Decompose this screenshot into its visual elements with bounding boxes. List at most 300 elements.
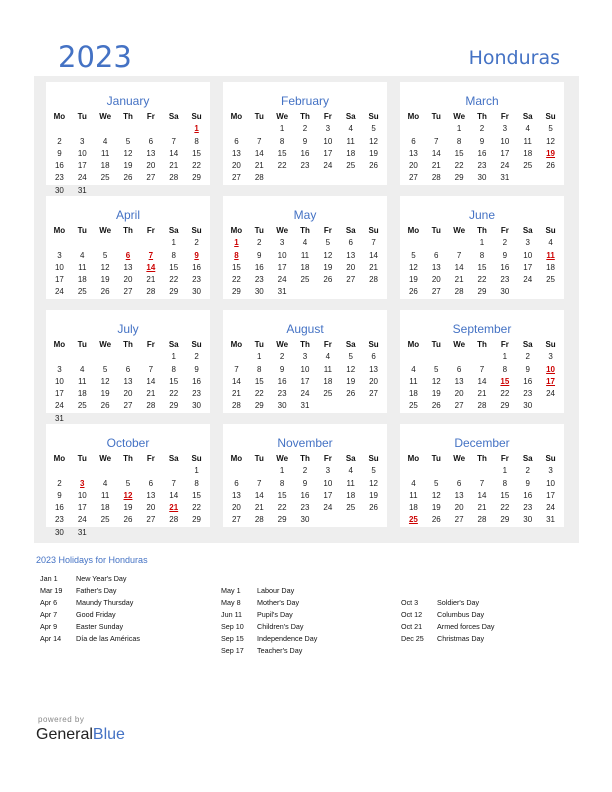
day: 11 (323, 364, 332, 374)
day: 29 (192, 515, 202, 525)
country-title: Honduras (468, 47, 560, 69)
day: 12 (323, 250, 333, 260)
day: 7 (257, 478, 262, 488)
day: 31 (54, 413, 64, 423)
day: 11 (409, 490, 418, 500)
empty-cell (48, 465, 71, 477)
day: 23 (192, 389, 202, 399)
day: 14 (477, 490, 487, 500)
day: 30 (192, 401, 202, 411)
day: 13 (454, 376, 464, 386)
day: 29 (231, 287, 241, 297)
powered-by-text: powered by (38, 715, 85, 724)
weekday-label: Sa (345, 340, 356, 349)
day: 14 (477, 376, 487, 386)
day: 8 (479, 250, 485, 260)
day: 10 (300, 364, 310, 374)
day: 28 (146, 401, 156, 411)
day: 13 (431, 262, 441, 272)
day: 3 (80, 136, 85, 146)
weekday-label: Th (300, 226, 310, 235)
day: 2 (302, 466, 308, 476)
day: 10 (523, 250, 533, 260)
holiday-date: Dec 25 (401, 634, 424, 643)
holiday-row (221, 597, 391, 609)
empty-cell (225, 123, 248, 135)
weekday-label: Fr (146, 112, 155, 121)
day: 9 (279, 364, 285, 374)
day: 16 (523, 490, 533, 500)
day: 18 (346, 490, 356, 500)
empty-cell (402, 351, 425, 363)
empty-cell (117, 465, 140, 477)
day: 20 (123, 389, 133, 399)
day: 28 (146, 287, 156, 297)
day: 25 (77, 287, 87, 297)
day: 14 (454, 262, 464, 272)
holiday-date: Mar 19 (40, 586, 63, 595)
day: 12 (100, 376, 110, 386)
weekday-label: Su (191, 226, 202, 235)
weekday-label: We (99, 454, 112, 463)
day: 18 (300, 262, 310, 272)
holiday-day: 15 (500, 376, 510, 386)
empty-cell (94, 351, 117, 363)
holiday-day: 7 (148, 250, 154, 260)
day: 19 (123, 503, 133, 513)
holiday-day: 6 (125, 250, 131, 260)
day: 24 (300, 389, 310, 399)
day: 8 (279, 478, 285, 488)
day: 2 (194, 238, 199, 248)
day: 29 (192, 173, 202, 183)
holiday-day: 14 (146, 262, 156, 272)
empty-cell (71, 237, 94, 249)
day: 9 (302, 136, 308, 146)
day: 26 (323, 275, 333, 285)
holiday-date: May 8 (221, 598, 241, 607)
day: 26 (546, 161, 556, 171)
month-grid (402, 339, 562, 413)
day: 16 (277, 376, 287, 386)
day: 8 (171, 364, 176, 374)
day: 9 (502, 250, 508, 260)
holiday-day: 1 (194, 124, 199, 134)
weekday-label: Tu (431, 340, 441, 349)
weekday-label: Sa (522, 226, 533, 235)
day: 28 (231, 401, 241, 411)
day: 2 (525, 352, 530, 362)
holiday-day: 11 (546, 250, 555, 260)
day: 28 (431, 173, 441, 183)
day: 19 (408, 275, 418, 285)
month-grid (48, 339, 208, 425)
day: 6 (148, 136, 154, 146)
day: 15 (277, 490, 287, 500)
day: 27 (123, 287, 133, 297)
day: 18 (323, 376, 333, 386)
day: 9 (302, 478, 308, 488)
day: 3 (302, 352, 308, 362)
holiday-day: 9 (194, 250, 199, 260)
day: 24 (500, 161, 510, 171)
day: 26 (100, 287, 110, 297)
weekday-label: Mo (407, 112, 420, 121)
holiday-row (401, 621, 571, 633)
day: 19 (100, 389, 110, 399)
day: 28 (454, 287, 464, 297)
empty-cell (48, 237, 71, 249)
day: 20 (231, 503, 241, 513)
holiday-date: May 1 (221, 586, 241, 595)
holiday-row (40, 633, 210, 645)
day: 27 (408, 173, 418, 183)
day: 25 (300, 275, 310, 285)
day: 23 (54, 173, 64, 183)
empty-cell (71, 123, 94, 135)
holiday-day: 25 (408, 515, 418, 525)
day: 15 (169, 262, 179, 272)
day: 13 (123, 262, 133, 272)
empty-cell (117, 237, 140, 249)
month-october (46, 424, 210, 537)
day: 9 (525, 478, 530, 488)
day: 31 (77, 185, 87, 195)
day: 5 (102, 250, 108, 260)
weekday-label: Th (477, 112, 487, 121)
holiday-date: Apr 14 (40, 634, 62, 643)
day: 5 (434, 478, 439, 488)
weekday-label: Su (368, 454, 379, 463)
day: 6 (234, 136, 239, 146)
weekday-label: Tu (431, 226, 441, 235)
weekday-label: We (276, 112, 289, 121)
day: 17 (277, 262, 287, 272)
day: 3 (502, 124, 508, 134)
day: 2 (525, 466, 530, 476)
empty-cell (402, 123, 425, 135)
day: 5 (371, 466, 376, 476)
day: 3 (548, 352, 553, 362)
day: 6 (456, 478, 462, 488)
day: 22 (192, 503, 202, 513)
weekday-label: Mo (230, 112, 243, 121)
holiday-name: Teacher's Day (257, 646, 303, 655)
day: 27 (454, 401, 464, 411)
month-title: October (106, 436, 150, 450)
day: 4 (411, 364, 416, 374)
day: 30 (277, 401, 287, 411)
month-december (400, 424, 564, 527)
day: 5 (125, 136, 131, 146)
day: 7 (257, 136, 262, 146)
day: 5 (371, 124, 376, 134)
empty-cell (402, 465, 425, 477)
day: 2 (57, 136, 62, 146)
day: 3 (57, 364, 62, 374)
day: 19 (431, 389, 441, 399)
day: 16 (254, 262, 264, 272)
day: 23 (523, 503, 533, 513)
holiday-name: Easter Sunday (76, 622, 124, 631)
generalblue-logo[interactable] (36, 726, 125, 744)
day: 31 (300, 401, 310, 411)
day: 16 (54, 161, 64, 171)
holiday-date: Apr 9 (40, 622, 58, 631)
weekday-label: Tu (431, 112, 441, 121)
month-april (46, 196, 210, 299)
day: 5 (348, 352, 353, 362)
day: 22 (254, 389, 264, 399)
day: 22 (500, 503, 510, 513)
holiday-column (221, 585, 391, 657)
day: 16 (192, 376, 202, 386)
day: 30 (523, 515, 533, 525)
month-grid (48, 111, 208, 197)
holiday-row (221, 645, 391, 657)
day: 10 (54, 262, 64, 272)
month-grid (48, 453, 208, 539)
day: 13 (231, 148, 241, 158)
day: 9 (525, 364, 530, 374)
day: 6 (125, 364, 131, 374)
day: 26 (123, 173, 133, 183)
day: 3 (57, 250, 62, 260)
day: 16 (54, 503, 64, 513)
day: 13 (369, 364, 379, 374)
day: 31 (500, 173, 510, 183)
day: 24 (546, 389, 556, 399)
holiday-row (40, 609, 210, 621)
weekday-label: Sa (168, 226, 179, 235)
holiday-day: 8 (234, 250, 239, 260)
empty-cell (402, 237, 425, 249)
day: 18 (77, 275, 87, 285)
day: 20 (346, 262, 356, 272)
day: 30 (523, 401, 533, 411)
empty-cell (48, 351, 71, 363)
empty-cell (471, 351, 494, 363)
weekday-label: Fr (323, 226, 332, 235)
weekday-label: Tu (77, 226, 87, 235)
month-grid (225, 111, 385, 185)
day: 26 (431, 401, 441, 411)
day: 30 (254, 287, 264, 297)
weekday-label: Su (368, 226, 379, 235)
day: 11 (523, 136, 532, 146)
empty-cell (139, 237, 162, 249)
day: 22 (169, 389, 179, 399)
day: 24 (77, 173, 87, 183)
holiday-name: Labour Day (257, 586, 295, 595)
day: 10 (77, 490, 87, 500)
day: 21 (454, 275, 464, 285)
holiday-name: Independence Day (257, 634, 318, 643)
weekday-label: Su (368, 112, 379, 121)
day: 5 (325, 238, 331, 248)
month-title: June (468, 208, 496, 222)
weekday-label: Th (300, 112, 310, 121)
day: 22 (169, 275, 179, 285)
day: 12 (431, 376, 441, 386)
calendar-panel (34, 76, 579, 543)
day: 7 (434, 136, 439, 146)
day: 4 (411, 478, 416, 488)
day: 2 (502, 238, 508, 248)
day: 26 (123, 515, 133, 525)
day: 27 (454, 515, 464, 525)
day: 26 (431, 515, 441, 525)
day: 1 (502, 352, 508, 362)
weekday-label: We (276, 340, 289, 349)
day: 30 (54, 527, 64, 537)
holiday-row (401, 633, 571, 645)
day: 26 (369, 161, 379, 171)
holiday-day: 21 (169, 503, 179, 513)
day: 31 (277, 287, 287, 297)
month-title: May (293, 208, 317, 222)
weekday-label: Fr (500, 226, 509, 235)
day: 23 (523, 389, 533, 399)
day: 15 (192, 490, 202, 500)
day: 18 (408, 389, 418, 399)
day: 24 (523, 275, 533, 285)
empty-cell (162, 465, 185, 477)
weekday-label: Mo (53, 112, 66, 121)
day: 4 (548, 238, 553, 248)
weekday-label: Tu (254, 226, 264, 235)
empty-cell (139, 465, 162, 477)
day: 16 (500, 262, 510, 272)
holiday-column (401, 597, 571, 645)
empty-cell (425, 237, 448, 249)
empty-cell (162, 123, 185, 135)
day: 18 (100, 161, 110, 171)
holiday-day: 12 (123, 490, 133, 500)
day: 24 (546, 503, 556, 513)
logo-part-blue: Blue (92, 726, 125, 743)
day: 24 (323, 503, 333, 513)
day: 3 (325, 124, 331, 134)
day: 27 (146, 173, 156, 183)
day: 13 (123, 376, 133, 386)
day: 5 (548, 124, 553, 134)
day: 22 (231, 275, 241, 285)
day: 10 (277, 250, 287, 260)
day: 30 (477, 173, 487, 183)
day: 29 (454, 173, 464, 183)
weekday-label: Th (123, 454, 133, 463)
weekday-label: Sa (345, 454, 356, 463)
day: 6 (148, 478, 154, 488)
weekday-label: We (453, 454, 466, 463)
empty-cell (448, 465, 471, 477)
weekday-label: Mo (53, 226, 66, 235)
day: 11 (346, 136, 355, 146)
day: 26 (100, 401, 110, 411)
weekday-label: We (276, 454, 289, 463)
day: 28 (477, 401, 487, 411)
day: 4 (80, 250, 85, 260)
day: 9 (194, 364, 199, 374)
day: 18 (523, 148, 533, 158)
holiday-row (40, 585, 210, 597)
day: 20 (231, 161, 241, 171)
day: 23 (54, 515, 64, 525)
day: 25 (408, 401, 418, 411)
holiday-name: Good Friday (76, 610, 116, 619)
day: 4 (302, 238, 308, 248)
day: 21 (231, 389, 241, 399)
month-grid (225, 339, 385, 413)
day: 29 (277, 515, 287, 525)
day: 13 (231, 490, 241, 500)
holiday-date: Oct 21 (401, 622, 423, 631)
weekday-label: Sa (522, 112, 533, 121)
day: 1 (479, 238, 485, 248)
day: 8 (194, 136, 199, 146)
day: 16 (300, 490, 310, 500)
day: 3 (325, 466, 331, 476)
day: 16 (300, 148, 310, 158)
holidays-title: 2023 Holidays for Honduras (36, 555, 148, 565)
day: 2 (479, 124, 485, 134)
day: 1 (279, 466, 285, 476)
month-title: December (454, 436, 510, 450)
holiday-date: Apr 6 (40, 598, 58, 607)
holiday-name: Armed forces Day (437, 622, 495, 631)
day: 11 (100, 148, 110, 158)
day: 15 (454, 148, 464, 158)
day: 12 (431, 490, 441, 500)
day: 8 (456, 136, 462, 146)
weekday-label: Fr (323, 112, 332, 121)
day: 21 (254, 161, 264, 171)
weekday-label: We (453, 226, 466, 235)
day: 15 (254, 376, 264, 386)
month-grid (225, 453, 385, 527)
day: 22 (454, 161, 464, 171)
day: 12 (546, 136, 556, 146)
logo-part-general: General (36, 726, 93, 743)
holiday-date: Jun 11 (221, 610, 243, 619)
day: 8 (171, 250, 176, 260)
day: 6 (234, 478, 239, 488)
day: 17 (500, 148, 510, 158)
holiday-name: Día de las Américas (76, 634, 140, 643)
day: 6 (348, 238, 353, 248)
day: 5 (102, 364, 108, 374)
day: 4 (102, 478, 108, 488)
weekday-label: Fr (500, 454, 509, 463)
weekday-label: Fr (500, 112, 509, 121)
day: 10 (54, 376, 64, 386)
empty-cell (139, 123, 162, 135)
weekday-label: Tu (77, 112, 87, 121)
empty-cell (448, 237, 471, 249)
month-grid (225, 225, 385, 299)
day: 25 (100, 173, 110, 183)
day: 18 (77, 389, 87, 399)
day: 11 (346, 478, 355, 488)
holiday-row (401, 597, 571, 609)
weekday-label: Su (191, 112, 202, 121)
holiday-day: 19 (546, 148, 556, 158)
weekday-label: Mo (407, 226, 420, 235)
day: 21 (477, 503, 487, 513)
day: 18 (346, 148, 356, 158)
weekday-label: Sa (345, 112, 356, 121)
